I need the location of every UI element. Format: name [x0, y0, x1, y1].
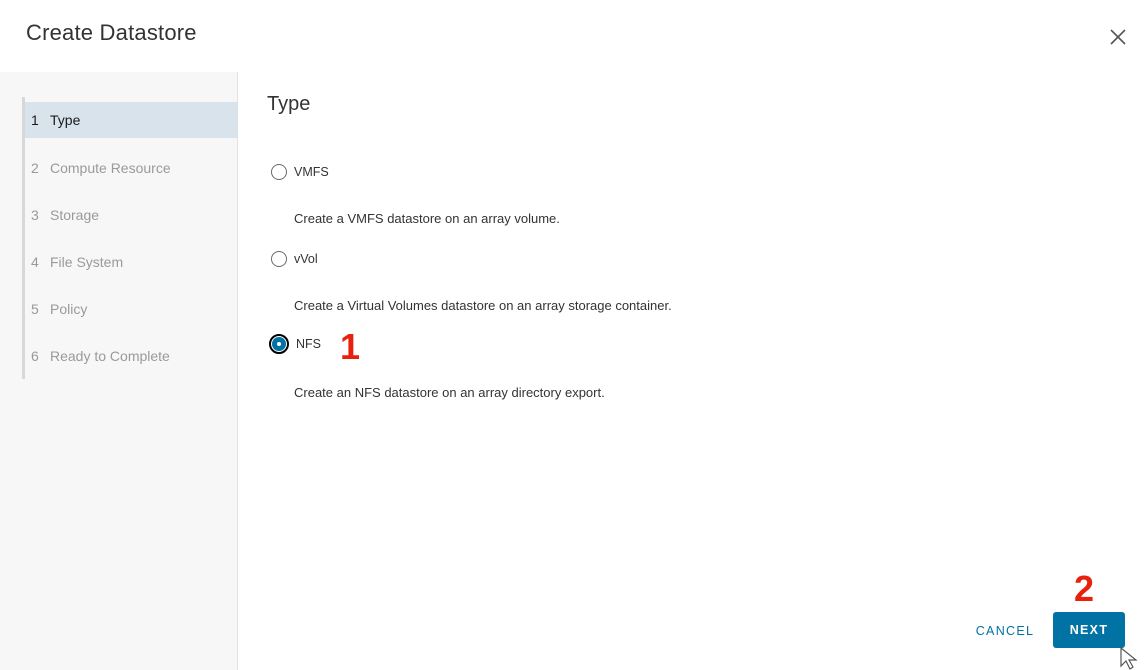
dialog-title: Create Datastore [26, 20, 197, 45]
nfs-radio[interactable] [269, 334, 289, 354]
page-title: Type [267, 93, 311, 115]
cancel-button[interactable]: CANCEL [975, 624, 1035, 638]
option-vvol [271, 249, 318, 269]
annotation-marker-2: 2 [1074, 568, 1095, 609]
nfs-radio-label[interactable]: NFS [296, 337, 321, 351]
step-label: Storage [50, 206, 100, 223]
annotation-marker-1: 1 [340, 326, 361, 367]
nfs-description: Create an NFS datastore on an array directory export. [294, 385, 605, 400]
dialog-header [0, 0, 1146, 72]
vvol-description: Create a Virtual Volumes datastore on an array storage container. [294, 298, 672, 313]
wizard-step-compute-resource [25, 144, 238, 191]
step-label: File System [50, 253, 124, 270]
wizard-steps [22, 97, 238, 379]
vvol-radio[interactable] [271, 251, 287, 267]
step-number: 2 [31, 159, 39, 176]
step-number: 6 [31, 347, 39, 364]
option-vmfs [271, 162, 329, 182]
step-number: 3 [31, 206, 39, 223]
step-number: 4 [31, 253, 39, 270]
wizard-sidebar [0, 72, 238, 670]
close-icon[interactable] [1106, 25, 1130, 49]
step-label: Policy [50, 300, 88, 317]
next-button[interactable]: NEXT [1053, 612, 1125, 648]
wizard-step-ready-to-complete [25, 332, 238, 379]
wizard-step-policy [25, 285, 238, 332]
mouse-pointer-icon [1118, 646, 1146, 670]
wizard-step-type[interactable] [25, 102, 238, 138]
vmfs-radio[interactable] [271, 164, 287, 180]
step-label: Compute Resource [50, 159, 171, 176]
step-label: Ready to Complete [50, 347, 170, 364]
step-number: 5 [31, 300, 39, 317]
step-label: Type [50, 112, 81, 128]
wizard-step-storage [25, 191, 238, 238]
vmfs-radio-label[interactable]: VMFS [294, 165, 329, 179]
wizard-content [239, 72, 1146, 670]
vmfs-description: Create a VMFS datastore on an array volume. [294, 211, 560, 226]
wizard-step-file-system [25, 238, 238, 285]
vvol-radio-label[interactable]: vVol [294, 252, 318, 266]
option-nfs [271, 334, 321, 354]
step-number: 1 [31, 112, 39, 128]
